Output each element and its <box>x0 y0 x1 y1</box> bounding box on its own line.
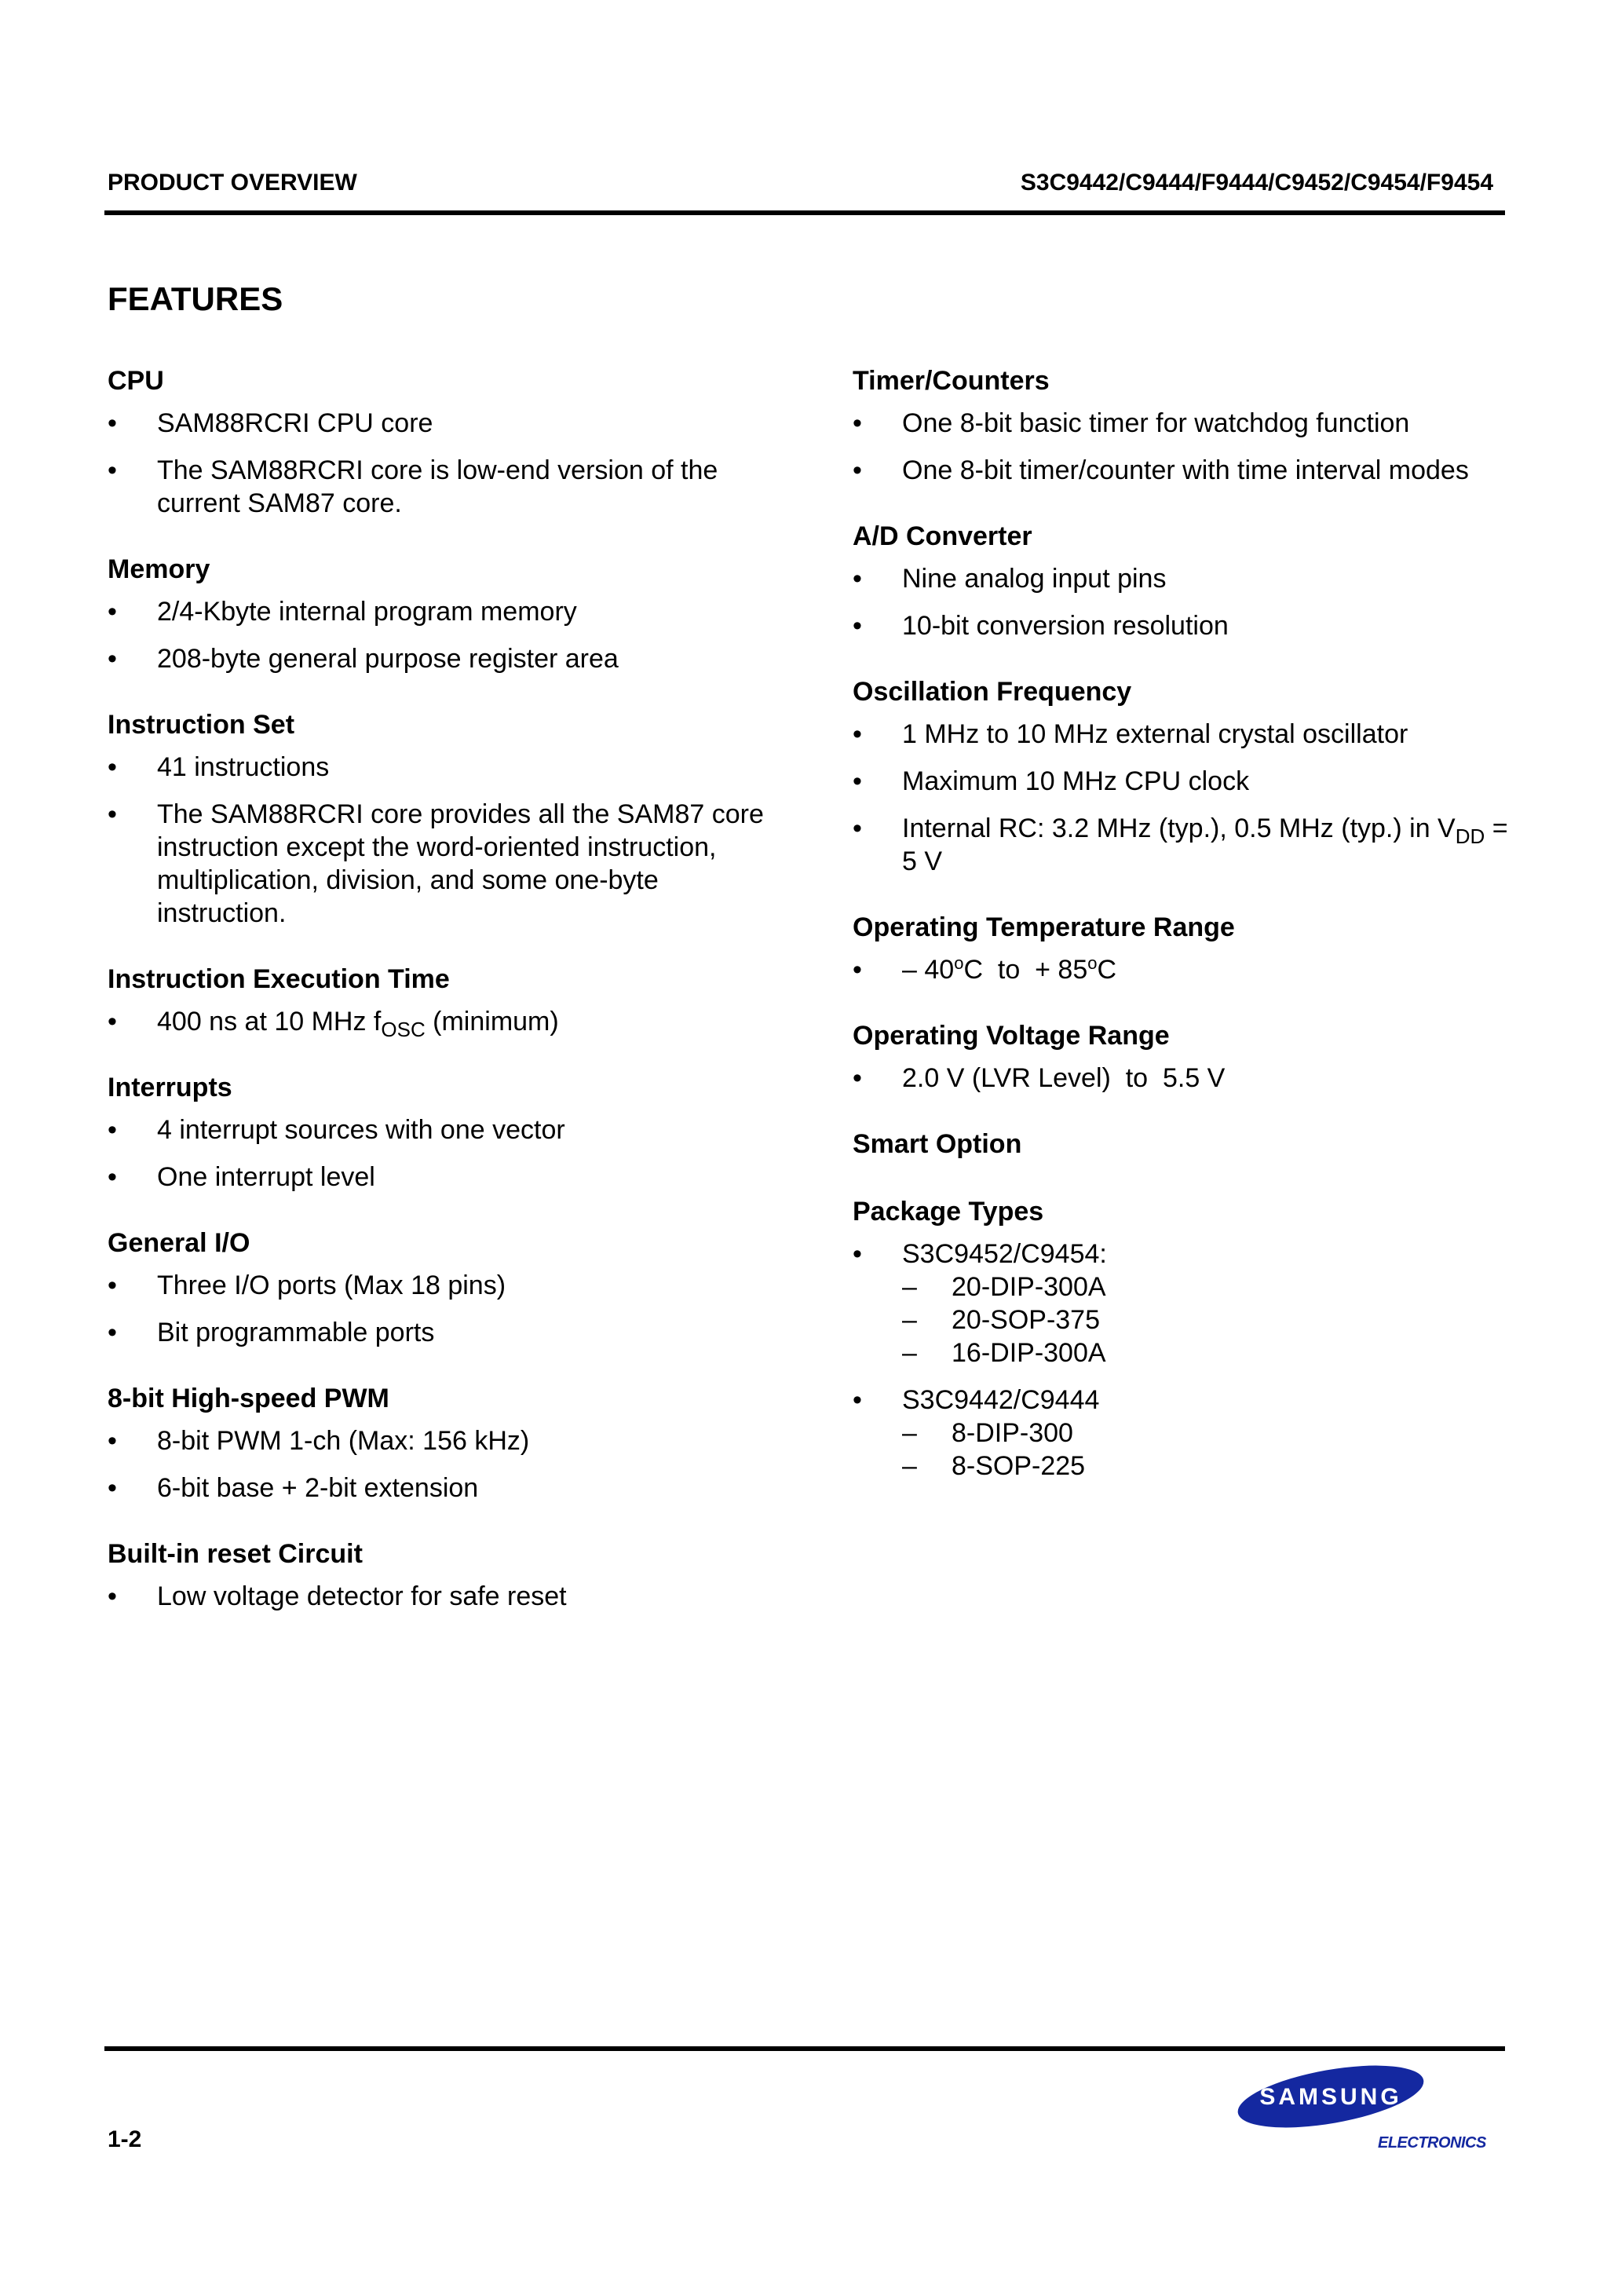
logo-wordmark: SAMSUNG <box>1259 2084 1402 2110</box>
bullet-icon: • <box>108 799 117 829</box>
list-item: • 41 instructions <box>108 752 330 782</box>
section-heading: A/D Converter <box>853 521 1032 551</box>
list-item: • Low voltage detector for safe reset <box>108 1581 567 1611</box>
list-item: • 2/4-Kbyte internal program memory <box>108 597 577 627</box>
bullet-icon: • <box>853 455 862 485</box>
section-pwm <box>108 1380 767 1504</box>
bullet-icon: • <box>108 1270 117 1300</box>
bullet-icon: • <box>108 455 117 485</box>
logo-division: ELECTRONICS <box>1378 2134 1486 2152</box>
section-heading: Timer/Counters <box>853 366 1050 396</box>
list-item: • 208-byte general purpose register area <box>108 644 619 674</box>
sub-item: – 20-DIP-300A <box>902 1272 1106 1302</box>
header-rule <box>104 210 1505 215</box>
list-item: • One interrupt level <box>108 1162 375 1192</box>
section-instruction-set <box>108 707 767 930</box>
header-part-numbers: S3C9442/C9444/F9444/C9452/C9454/F9454 <box>1020 170 1493 196</box>
bullet-icon: • <box>853 813 862 843</box>
section-oscillation <box>853 674 1512 878</box>
list-item: • 10-bit conversion resolution <box>853 611 1229 641</box>
section-general-io <box>108 1225 767 1349</box>
bullet-icon: • <box>108 408 117 438</box>
section-heading: General I/O <box>108 1228 250 1258</box>
list-item: • 8-bit PWM 1-ch (Max: 156 kHz) <box>108 1426 530 1456</box>
list-item: • Three I/O ports (Max 18 pins) <box>108 1270 506 1300</box>
list-item: • 2.0 V (LVR Level) to 5.5 V <box>853 1063 1226 1093</box>
footer-rule <box>104 2046 1505 2051</box>
list-item: • Bit programmable ports <box>108 1318 435 1347</box>
sub-item: – 20-SOP-375 <box>902 1305 1100 1335</box>
sub-item: – 16-DIP-300A <box>902 1338 1106 1368</box>
list-item: • Nine analog input pins <box>853 564 1167 594</box>
bullet-icon: • <box>853 1063 862 1093</box>
bullet-icon: • <box>853 564 862 594</box>
section-heading: Smart Option <box>853 1129 1022 1159</box>
bullet-icon: • <box>853 766 862 796</box>
section-timers <box>853 363 1512 487</box>
section-heading: Operating Voltage Range <box>853 1021 1170 1051</box>
section-heading: Memory <box>108 554 210 584</box>
sub-item: – 8-DIP-300 <box>902 1418 1073 1448</box>
list-item: • One 8-bit timer/counter with time interval modes <box>853 455 1469 485</box>
dash-icon: – <box>902 1338 917 1368</box>
list-item: • – 40$^o$C to + $85^oC$ <box>853 953 1117 985</box>
list-item: • One 8-bit basic timer for watchdog function <box>853 408 1410 438</box>
section-heading: CPU <box>108 366 164 396</box>
section-cpu <box>108 363 767 520</box>
page-title: FEATURES <box>108 280 283 317</box>
bullet-icon: • <box>108 1162 117 1192</box>
list-item: • Internal RC: 3.2 MHz (typ.), 0.5 MHz (typ.) in $V_{DD} = 5$ V <box>853 813 1508 876</box>
bullet-icon: • <box>108 1115 117 1145</box>
list-item: • 400 ns at 10 MHz $f_{OSC}$ (minimum) <box>108 1007 559 1041</box>
dash-icon: – <box>902 1451 917 1481</box>
samsung-logo <box>1233 2064 1429 2130</box>
list-item: • The SAM88RCRI core is low-end version of the current SAM87 core. <box>108 455 718 518</box>
section-memory <box>108 551 767 675</box>
section-heading: Instruction Set <box>108 710 295 740</box>
section-reset <box>108 1536 767 1613</box>
section-smart-option <box>853 1126 1512 1162</box>
dash-icon: – <box>902 1418 917 1448</box>
list-item: • The SAM88RCRI core provides all the SAM87 core instruction except the word-oriented instruction, multiplication, division, and some one-byte instruction. <box>108 799 764 928</box>
section-temperature <box>853 909 1512 986</box>
section-packages <box>853 1194 1512 1483</box>
section-voltage <box>853 1018 1512 1095</box>
section-heading: Operating Temperature Range <box>853 912 1235 942</box>
dash-icon: – <box>902 1305 917 1335</box>
list-item: • 1 MHz to 10 MHz external crystal oscillator <box>853 719 1408 749</box>
bullet-icon: • <box>108 1007 117 1036</box>
section-heading: Instruction Execution Time <box>108 964 450 994</box>
bullet-icon: • <box>108 644 117 674</box>
section-heading: Package Types <box>853 1197 1044 1227</box>
bullet-icon: • <box>853 1239 862 1269</box>
section-heading: Interrupts <box>108 1073 232 1102</box>
bullet-icon: • <box>108 1473 117 1503</box>
sub-list <box>902 1270 1512 1369</box>
section-adc <box>853 518 1512 642</box>
section-execution-time <box>108 961 767 1041</box>
bullet-icon: • <box>108 1581 117 1611</box>
bullet-icon: • <box>853 1385 862 1415</box>
dash-icon: – <box>902 1272 917 1302</box>
bullet-icon: • <box>108 752 117 782</box>
bullet-icon: • <box>108 1318 117 1347</box>
list-item: • S3C9442/C9444 <box>853 1385 1100 1415</box>
header-section-title: PRODUCT OVERVIEW <box>108 170 357 196</box>
section-heading: Built-in reset Circuit <box>108 1539 363 1569</box>
list-item: • S3C9452/C9454: <box>853 1239 1107 1269</box>
bullet-icon: • <box>108 1426 117 1456</box>
list-item: • 4 interrupt sources with one vector <box>108 1115 565 1145</box>
bullet-icon: • <box>853 611 862 641</box>
section-heading: 8-bit High-speed PWM <box>108 1384 389 1413</box>
section-heading: Oscillation Frequency <box>853 677 1132 707</box>
page-number: 1-2 <box>108 2126 142 2152</box>
sub-list <box>902 1417 1512 1483</box>
bullet-icon: • <box>853 719 862 749</box>
bullet-icon: • <box>853 955 862 985</box>
bullet-icon: • <box>108 597 117 627</box>
bullet-icon: • <box>853 408 862 438</box>
left-column <box>108 363 767 1644</box>
sub-item: – 8-SOP-225 <box>902 1451 1086 1481</box>
right-column <box>853 363 1512 1514</box>
list-item: • 6-bit base + 2-bit extension <box>108 1473 479 1503</box>
section-interrupts <box>108 1069 767 1194</box>
list-item: • SAM88RCRI CPU core <box>108 408 433 438</box>
list-item: • Maximum 10 MHz CPU clock <box>853 766 1250 796</box>
